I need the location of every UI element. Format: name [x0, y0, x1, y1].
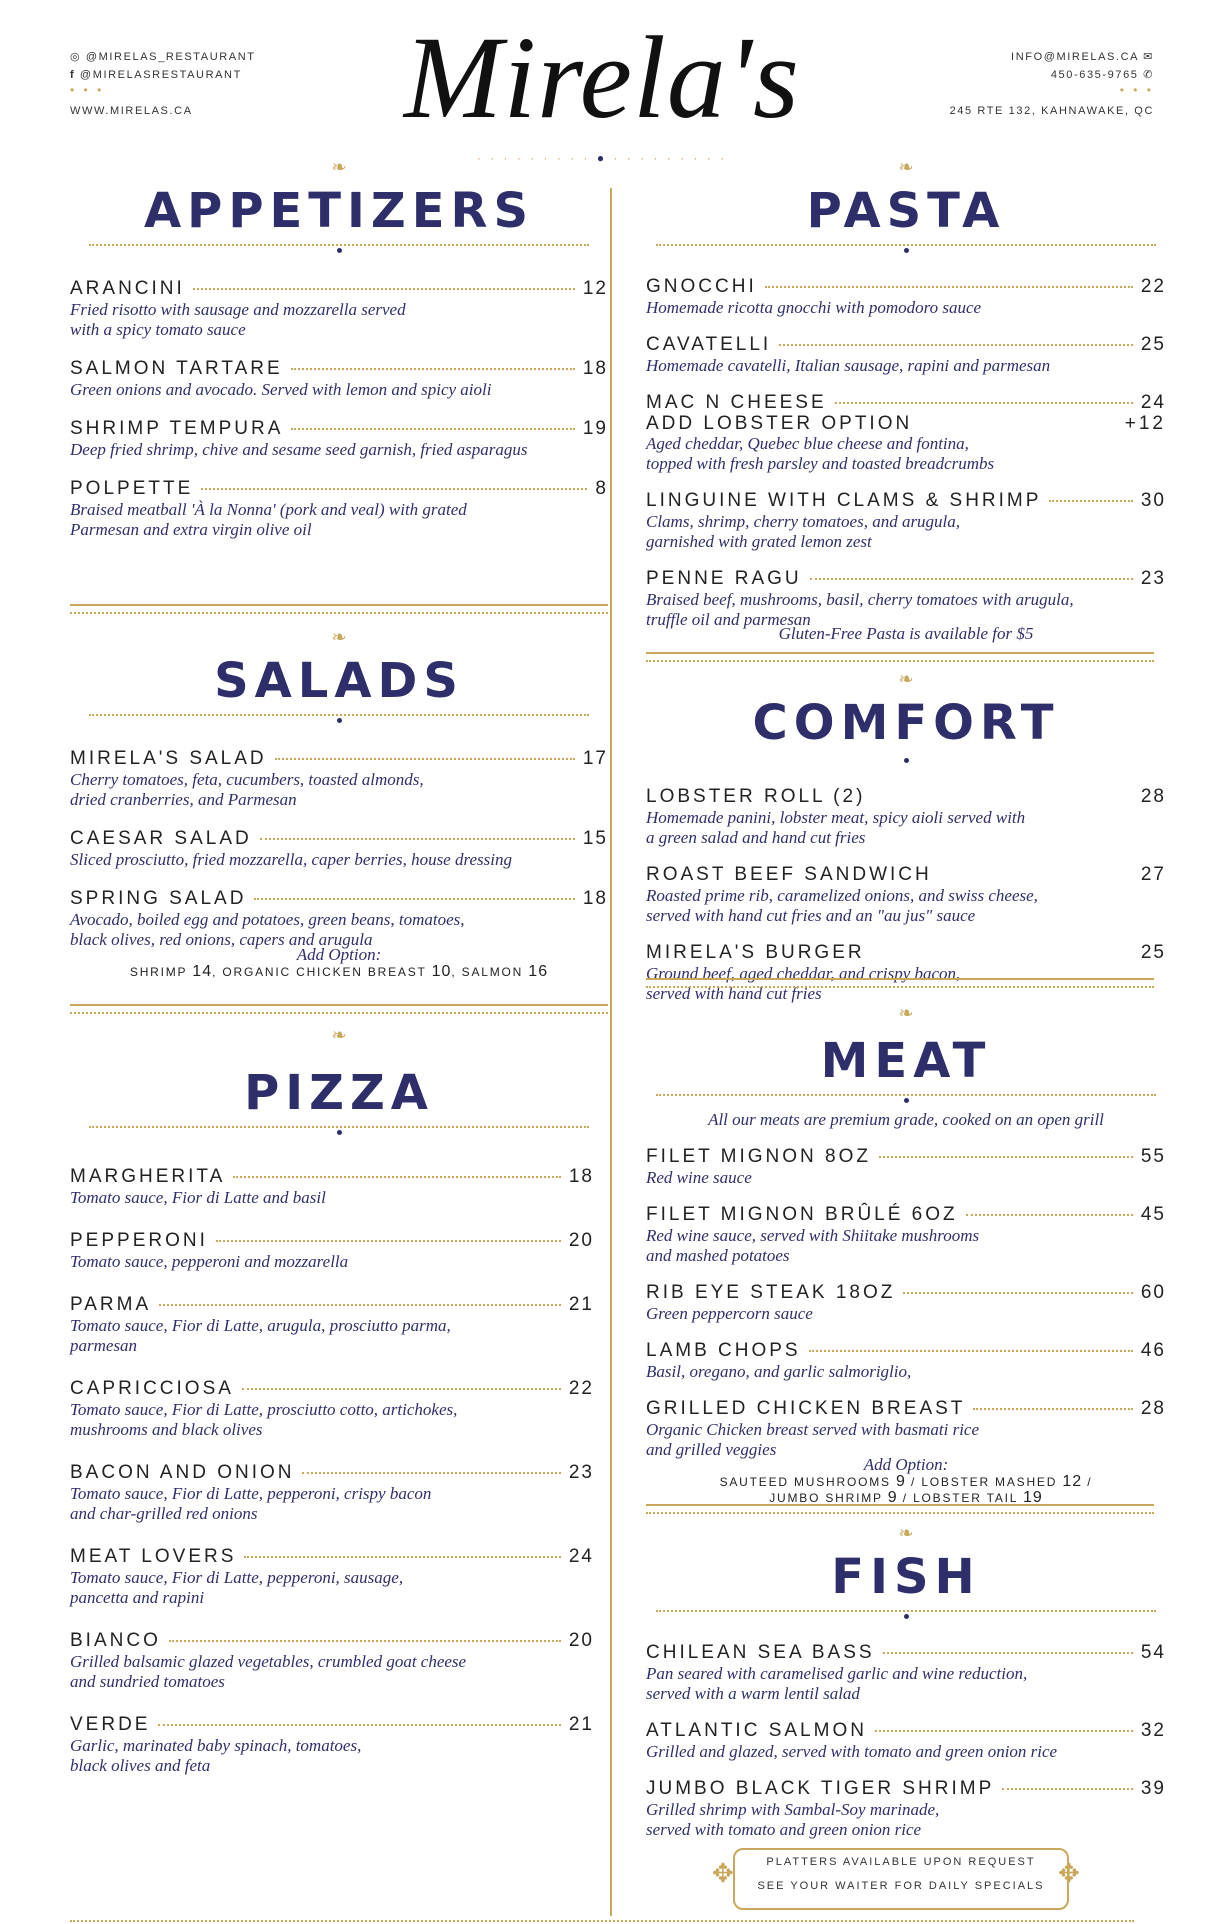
meat-note: All our meats are premium grade, cooked on an open grill: [708, 1110, 1104, 1129]
menu-item-list: [646, 1642, 1166, 1840]
option-separator: ,: [212, 965, 218, 979]
dot-leader: [291, 368, 575, 370]
item-description: Red wine sauce: [646, 1168, 752, 1187]
dot-leader: [835, 402, 1133, 404]
item-name: SHRIMP TEMPURA: [70, 418, 284, 439]
section-title: MEAT: [820, 1033, 992, 1089]
item-price: 12: [582, 278, 608, 299]
section-divider: [646, 978, 1154, 988]
item-price: 46: [1140, 1340, 1166, 1361]
menu-item: [646, 392, 1166, 474]
menu-item: [70, 358, 608, 400]
item-name: PEPPERONI: [70, 1230, 208, 1251]
item-name: MARGHERITA: [70, 1166, 226, 1187]
item-description: Basil, oregano, and garlic salmoriglio,: [646, 1362, 912, 1381]
item-price: 17: [582, 748, 608, 769]
menu-item: [70, 418, 608, 460]
menu-item-list: [646, 786, 1166, 1004]
gluten-free-note: Gluten-Free Pasta is available for $5: [778, 624, 1034, 643]
item-description: Tomato sauce, Fior di Latte, pepperoni, crispy bacon and char-grilled red onions: [70, 1484, 432, 1523]
dot-leader: [159, 1304, 561, 1306]
section-title: PIZZA: [244, 1065, 434, 1121]
item-price: 27: [1140, 864, 1166, 885]
dot-leader: [765, 286, 1133, 288]
item-price: 22: [1140, 276, 1166, 297]
menu-item: [646, 568, 1166, 630]
item-name: PARMA: [70, 1294, 152, 1315]
item-description: Roasted prime rib, caramelized onions, and swiss cheese, served with hand cut fries and an "au jus" sauce: [646, 886, 1038, 925]
section-pizza: [70, 1024, 608, 1776]
facebook-icon: f: [70, 69, 76, 81]
divider-dots: • • •: [70, 83, 105, 97]
item-description: Tomato sauce, Fior di Latte and basil: [70, 1188, 326, 1207]
menu-item-list: [70, 748, 608, 950]
item-price: 32: [1140, 1720, 1166, 1741]
menu-item: [70, 748, 608, 810]
title-rule: [656, 1610, 1156, 1626]
item-description: Cherry tomatoes, feta, cucumbers, toasted almonds, dried cranberries, and Parmesan: [70, 770, 424, 809]
item-description: Tomato sauce, Fior di Latte, arugula, prosciutto parma, parmesan: [70, 1316, 451, 1355]
item-price: 28: [1140, 1398, 1166, 1419]
item-price: 18: [582, 888, 608, 909]
dot-leader: [242, 1388, 561, 1390]
menu-item: [646, 942, 1166, 1004]
menu-item: [70, 1378, 594, 1440]
item-description: Grilled and glazed, served with tomato and green onion rice: [646, 1742, 1058, 1761]
item-description: Organic Chicken breast served with basmati rice and grilled veggies: [646, 1420, 980, 1459]
menu-item: [646, 276, 1166, 318]
menu-item: [70, 1546, 594, 1608]
item-name: BIANCO: [70, 1630, 161, 1651]
item-price: 54: [1140, 1642, 1166, 1663]
item-name: POLPETTE: [70, 478, 194, 499]
item-description: Garlic, marinated baby spinach, tomatoes, black olives and feta: [70, 1736, 362, 1775]
item-description: Braised beef, mushrooms, basil, cherry tomatoes with arugula, truffle oil and parmesan: [646, 590, 1074, 629]
divider-dots-right: • • •: [1119, 83, 1154, 97]
platters-box: [733, 1848, 1069, 1910]
envelope-icon: ✉: [1143, 51, 1154, 63]
option-name: LOBSTER TAIL: [913, 1491, 1018, 1505]
section-title: FISH: [831, 1549, 981, 1605]
dot-leader: [193, 288, 575, 290]
option-name: LOBSTER MASHED: [921, 1475, 1058, 1489]
option-name: SHRIMP: [129, 965, 188, 979]
menu-item: [646, 1778, 1166, 1840]
title-divider: · · · · · · · · · ● · · · · · · · · ·: [476, 151, 728, 165]
item-addon: [646, 414, 1166, 434]
section-comfort: [646, 668, 1166, 1004]
menu-item: [646, 1642, 1166, 1704]
section-title: PASTA: [806, 183, 1006, 239]
sprig-icon: ❧: [331, 157, 347, 177]
item-name: ROAST BEEF SANDWICH: [646, 864, 932, 885]
phone-line[interactable]: 450-635-9765 ✆: [1050, 69, 1154, 81]
option-separator: /: [897, 1491, 908, 1505]
dot-leader: [158, 1724, 560, 1726]
item-name: LINGUINE WITH CLAMS & SHRIMP: [646, 490, 1042, 511]
dot-leader: [1049, 500, 1132, 502]
item-name: FILET MIGNON 8OZ: [646, 1146, 872, 1167]
item-name: MAC N CHEESE: [646, 392, 827, 413]
menu-item: [646, 1204, 1166, 1266]
section-divider: [646, 652, 1154, 662]
option-price: 12: [1062, 1473, 1083, 1490]
item-name: CAVATELLI: [646, 334, 772, 355]
dot-leader: [903, 1292, 1133, 1294]
addon-price: +12: [1124, 413, 1166, 434]
item-name: SPRING SALAD: [70, 888, 247, 909]
menu-item: [70, 1462, 594, 1524]
item-price: 60: [1140, 1282, 1166, 1303]
dot-leader: [875, 1730, 1133, 1732]
menu-item: [646, 1146, 1166, 1188]
option-name: JUMBO SHRIMP: [769, 1491, 883, 1505]
item-description: Braised meatball 'À la Nonna' (pork and veal) with grated Parmesan and extra virgin olive oil: [70, 500, 467, 539]
section-title: APPETIZERS: [143, 183, 535, 239]
menu-item: [646, 864, 1166, 926]
platters-text: PLATTERS AVAILABLE UPON REQUEST: [766, 1856, 1036, 1868]
item-price: 19: [582, 418, 608, 439]
item-description: Red wine sauce, served with Shiitake mushrooms and mashed potatoes: [646, 1226, 980, 1265]
instagram-icon: ◎: [70, 51, 82, 63]
menu-item: [646, 1340, 1166, 1382]
option-price: 9: [887, 1489, 898, 1506]
dot-leader: [244, 1556, 560, 1558]
section-salads: [70, 626, 608, 980]
option-name: SALMON: [461, 965, 524, 979]
item-name: CHILEAN SEA BASS: [646, 1642, 875, 1663]
title-rule: [89, 1126, 589, 1142]
item-name: GRILLED CHICKEN BREAST: [646, 1398, 966, 1419]
sprig-icon: ❧: [331, 627, 347, 647]
dot-leader: [809, 1350, 1133, 1352]
column-divider: [610, 188, 612, 1916]
dot-leader: [302, 1472, 560, 1474]
title-rule: [806, 756, 1006, 770]
menu-item-list: [646, 1146, 1166, 1460]
item-price: 45: [1140, 1204, 1166, 1225]
dot-leader: [1002, 1788, 1133, 1790]
item-price: 24: [1140, 392, 1166, 413]
salads-add-option: Add Option: SHRIMP 14, ORGANIC CHICKEN BREAST 10, SALMON 16: [129, 945, 549, 980]
menu-item: [70, 1166, 594, 1208]
dot-leader: [201, 488, 587, 490]
option-name: ORGANIC CHICKEN BREAST: [222, 965, 427, 979]
dot-leader: [779, 344, 1133, 346]
item-name: CAPRICCIOSA: [70, 1378, 234, 1399]
item-name: MIRELA'S SALAD: [70, 748, 267, 769]
menu-item: [70, 1630, 594, 1692]
sprig-icon: ❧: [898, 669, 914, 689]
item-description: Grilled balsamic glazed vegetables, crumbled goat cheese and sundried tomatoes: [70, 1652, 467, 1691]
item-price: 15: [582, 828, 608, 849]
email-line[interactable]: INFO@MIRELAS.CA ✉: [1011, 51, 1154, 63]
item-price: 23: [1140, 568, 1166, 589]
option-price: 16: [528, 963, 549, 980]
item-name: GNOCCHI: [646, 276, 757, 297]
item-name: LOBSTER ROLL (2): [646, 786, 866, 807]
item-description: Pan seared with caramelised garlic and wine reduction, served with a warm lentil salad: [646, 1664, 1028, 1703]
item-description: Grilled shrimp with Sambal-Soy marinade, served with tomato and green onion rice: [646, 1800, 940, 1839]
item-description: Avocado, boiled egg and potatoes, green beans, tomatoes, black olives, red onions, capers and arugula: [70, 910, 465, 949]
dot-leader: [810, 578, 1133, 580]
sprig-icon: ❧: [898, 157, 914, 177]
item-description: Green peppercorn sauce: [646, 1304, 813, 1323]
menu-item: [646, 334, 1166, 376]
specials-text: SEE YOUR WAITER FOR DAILY SPECIALS: [757, 1880, 1045, 1892]
menu-item: [646, 1720, 1166, 1762]
item-description: Sliced prosciutto, fried mozzarella, caper berries, house dressing: [70, 850, 512, 869]
sprig-icon: ❧: [898, 1003, 914, 1023]
dot-leader: [275, 758, 575, 760]
item-description: Green onions and avocado. Served with lemon and spicy aioli: [70, 380, 492, 399]
website-link[interactable]: WWW.MIRELAS.CA: [70, 105, 193, 117]
sprig-icon: ❧: [331, 1025, 347, 1045]
item-description: Ground beef, aged cheddar, and crispy bacon, served with hand cut fries: [646, 964, 961, 1003]
menu-item: [70, 278, 608, 340]
item-name: LAMB CHOPS: [646, 1340, 801, 1361]
section-title: SALADS: [214, 653, 464, 709]
sprig-icon: ❧: [898, 1523, 914, 1543]
option-separator: /: [1082, 1475, 1093, 1489]
item-name: ARANCINI: [70, 278, 185, 299]
menu-item: [646, 786, 1166, 848]
section-meat: [646, 1002, 1166, 1506]
brand-logo: Mirela's: [404, 12, 800, 143]
item-description: Homemade panini, lobster meat, spicy aioli served with a green salad and hand cut fries: [646, 808, 1026, 847]
item-name: VERDE: [70, 1714, 151, 1735]
item-price: 22: [568, 1378, 594, 1399]
item-name: JUMBO BLACK TIGER SHRIMP: [646, 1778, 995, 1799]
menu-item: [70, 1714, 594, 1776]
menu-item: [70, 888, 608, 950]
dot-leader: [216, 1240, 561, 1242]
menu-item-list: [70, 278, 608, 540]
item-name: SALMON TARTARE: [70, 358, 283, 379]
option-price: 19: [1022, 1489, 1043, 1506]
item-name: MEAT LOVERS: [70, 1546, 237, 1567]
section-divider: [646, 1504, 1154, 1514]
dot-leader: [966, 1214, 1133, 1216]
phone-icon: ✆: [1143, 69, 1154, 81]
item-description: Homemade ricotta gnocchi with pomodoro sauce: [646, 298, 982, 317]
item-price: 20: [568, 1630, 594, 1651]
section-divider: [70, 604, 608, 614]
fleur-icon: ✥: [712, 1858, 734, 1888]
item-description: Tomato sauce, Fior di Latte, pepperoni, sausage, pancetta and rapini: [70, 1568, 404, 1607]
title-rule: [89, 244, 589, 260]
item-price: 28: [1140, 786, 1166, 807]
item-name: PENNE RAGU: [646, 568, 802, 589]
instagram-line[interactable]: ◎ @MIRELAS_RESTAURANT: [70, 51, 256, 63]
section-title: COMFORT: [752, 695, 1060, 751]
option-separator: ,: [451, 965, 457, 979]
item-name: FILET MIGNON BRÛLÉ 6OZ: [646, 1204, 958, 1225]
item-description: Fried risotto with sausage and mozzarella served with a spicy tomato sauce: [70, 300, 406, 339]
social-block: [70, 48, 256, 120]
fleur-icon: ✥: [1058, 1858, 1080, 1888]
contact-block: [834, 48, 1154, 120]
meat-add-option: Add Option: SAUTEED MUSHROOMS 9 / LOBSTER MASHED 12 / JUMBO SHRIMP 9 / LOBSTER TAIL 19: [719, 1455, 1093, 1506]
item-description: Aged cheddar, Quebec blue cheese and fontina, topped with fresh parsley and toasted breadcrumbs: [646, 434, 995, 473]
menu-item: [646, 1282, 1166, 1324]
item-price: 20: [568, 1230, 594, 1251]
dot-leader: [973, 1408, 1132, 1410]
item-price: 25: [1140, 942, 1166, 963]
option-price: 10: [431, 963, 452, 980]
menu-item: [70, 478, 608, 540]
menu-item-list: [70, 1166, 608, 1776]
item-name: RIB EYE STEAK 18OZ: [646, 1282, 896, 1303]
menu-item: [70, 1230, 594, 1272]
dot-leader: [233, 1176, 561, 1178]
item-price: 24: [568, 1546, 594, 1567]
addon-name: ADD LOBSTER OPTION: [646, 413, 913, 434]
item-description: Clams, shrimp, cherry tomatoes, and arugula, garnished with grated lemon zest: [646, 512, 961, 551]
option-separator: /: [905, 1475, 917, 1489]
item-name: MIRELA'S BURGER: [646, 942, 865, 963]
menu-item: [70, 828, 608, 870]
dot-leader: [260, 838, 575, 840]
item-description: Tomato sauce, Fior di Latte, prosciutto cotto, artichokes, mushrooms and black olives: [70, 1400, 458, 1439]
section-fish: [646, 1522, 1166, 1840]
item-name: BACON AND ONION: [70, 1462, 295, 1483]
item-name: CAESAR SALAD: [70, 828, 252, 849]
section-appetizers: [70, 156, 608, 540]
option-name: SAUTEED MUSHROOMS: [719, 1475, 891, 1489]
item-price: 39: [1140, 1778, 1166, 1799]
title-rule: [89, 714, 589, 730]
item-price: 21: [568, 1294, 594, 1315]
item-description: Homemade cavatelli, Italian sausage, rapini and parmesan: [646, 356, 1051, 375]
item-price: 21: [568, 1714, 594, 1735]
section-pasta: [646, 156, 1166, 644]
address: 245 RTE 132, KAHNAWAKE, QC: [949, 105, 1154, 117]
item-name: ATLANTIC SALMON: [646, 1720, 867, 1741]
menu-item: [70, 1294, 594, 1356]
menu-item: [646, 1398, 1166, 1460]
menu-item: [646, 490, 1166, 552]
item-price: 23: [568, 1462, 594, 1483]
dot-leader: [879, 1156, 1133, 1158]
dot-leader: [883, 1652, 1133, 1654]
facebook-line[interactable]: f @MIRELASRESTAURANT: [70, 69, 242, 81]
item-price: 55: [1140, 1146, 1166, 1167]
title-rule: [656, 1094, 1156, 1110]
item-price: 8: [595, 478, 608, 499]
dot-leader: [291, 428, 574, 430]
item-price: 18: [568, 1166, 594, 1187]
section-divider: [70, 1004, 608, 1014]
option-price: 9: [895, 1473, 906, 1490]
item-description: Tomato sauce, pepperoni and mozzarella: [70, 1252, 349, 1271]
dot-leader: [169, 1640, 561, 1642]
item-description: Deep fried shrimp, chive and sesame seed garnish, fried asparagus: [70, 440, 528, 459]
title-rule: [656, 244, 1156, 260]
item-price: 25: [1140, 334, 1166, 355]
item-price: 18: [582, 358, 608, 379]
item-price: 30: [1140, 490, 1166, 511]
menu-item-list: [646, 276, 1166, 630]
dot-leader: [254, 898, 574, 900]
bottom-rule: [70, 1920, 1134, 1922]
option-price: 14: [192, 963, 213, 980]
